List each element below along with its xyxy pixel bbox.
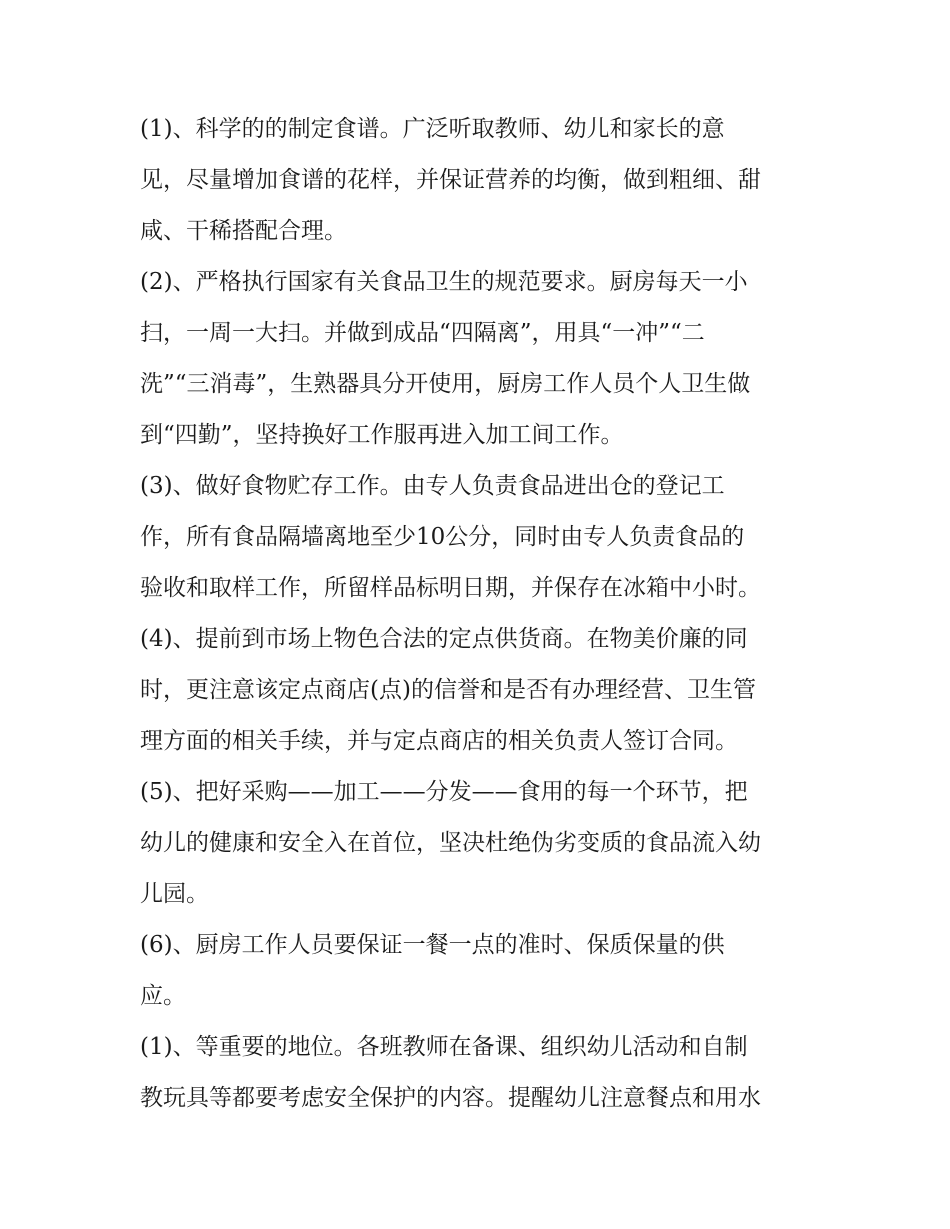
document-body <box>140 104 816 1124</box>
text-line: (3)、做好食物贮存工作。由专人负责食品进出仓的登记工 <box>140 473 725 499</box>
text-line: 到“四勤”，坚持换好工作服再进入加工间工作。 <box>140 422 624 448</box>
text-line: 洗”“三消毒”，生熟器具分开使用，厨房工作人员个人卫生做 <box>140 371 751 397</box>
text-line: (6)、厨房工作人员要保证一餐一点的准时、保质保量的供 <box>140 932 725 958</box>
text-line: (1)、等重要的地位。各班教师在备课、组织幼儿活动和自制 <box>140 1034 748 1060</box>
text-line: 见，尽量增加食谱的花样，并保证营养的均衡，做到粗细、甜 <box>140 167 761 193</box>
text-line: (5)、把好采购——加工——分发——食用的每一个环节，把 <box>140 779 748 805</box>
text-line: 验收和取样工作，所留样品标明日期，并保存在冰箱中小时。 <box>140 575 761 601</box>
text-line: 扫，一周一大扫。并做到成品“四隔离”，用具“一冲”“二 <box>140 320 705 346</box>
text-line: 理方面的相关手续，并与定点商店的相关负责人签订合同。 <box>140 728 738 754</box>
text-line: 时，更注意该定点商店(点)的信誉和是否有办理经营、卫生管 <box>140 677 756 703</box>
text-line: 咸、干稀搭配合理。 <box>140 218 347 244</box>
text-line: 幼儿的健康和安全入在首位，坚决杜绝伪劣变质的食品流入幼 <box>140 830 761 856</box>
text-line: 儿园。 <box>140 881 209 907</box>
text-line: (1)、科学的的制定食谱。广泛听取教师、幼儿和家长的意 <box>140 116 725 142</box>
text-line: (2)、严格执行国家有关食品卫生的规范要求。厨房每天一小 <box>140 269 748 295</box>
text-line: (4)、提前到市场上物色合法的定点供货商。在物美价廉的同 <box>140 626 748 652</box>
text-line: 作，所有食品隔墙离地至少10公分，同时由专人负责食品的 <box>140 524 745 550</box>
text-line: 教玩具等都要考虑安全保护的内容。提醒幼儿注意餐点和用水 <box>140 1085 761 1111</box>
text-line: 应。 <box>140 983 186 1009</box>
